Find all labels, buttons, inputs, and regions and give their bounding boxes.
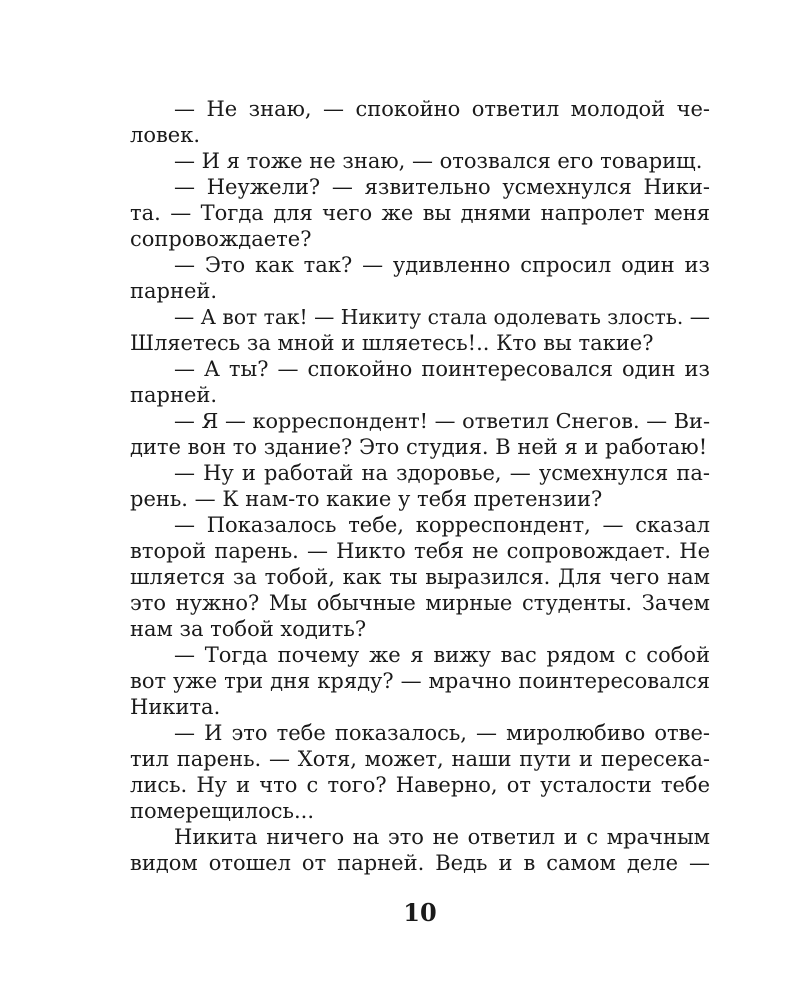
text-line: парней.: [130, 383, 218, 407]
text-line: померещилось...: [130, 799, 314, 823]
text-line: Никита.: [130, 695, 221, 719]
text-line: Никита ничего на это не ответил и с мрачным: [174, 825, 710, 849]
text-line: — Тогда почему же я вижу вас рядом с собой: [174, 643, 710, 667]
text-line: — Неужели? — язвительно усмехнулся Ники-: [174, 175, 710, 199]
page-number: 10: [403, 898, 437, 927]
text-line: тил парень. — Хотя, может, наши пути и пересека-: [130, 747, 710, 771]
text-line: шляется за тобой, как ты выразился. Для чего нам: [130, 565, 710, 589]
text-line: это нужно? Мы обычные мирные студенты. Зачем: [130, 591, 710, 615]
text-line: — Я — корреспондент! — ответил Снегов. — Ви-: [174, 409, 710, 433]
text-line: Шляетесь за мной и шляетесь!.. Кто вы такие?: [130, 331, 654, 355]
text-line: — Показалось тебе, корреспондент, — сказал: [174, 513, 710, 537]
text-line: дите вон то здание? Это студия. В ней я и работаю!: [130, 435, 708, 459]
text-line: — Ну и работай на здоровье, — усмехнулся па-: [174, 461, 710, 485]
text-line: сопровождаете?: [130, 227, 312, 251]
page-body-text: [130, 96, 710, 876]
text-line: рень. — К нам-то какие у тебя претензии?: [130, 487, 603, 511]
text-line: ловек.: [130, 123, 201, 147]
text-line: второй парень. — Никто тебя не сопровождает. Не: [130, 539, 710, 563]
text-line: — Не знаю, — спокойно ответил молодой че-: [174, 97, 710, 121]
text-line: лись. Ну и что с того? Наверно, от усталости тебе: [130, 773, 710, 797]
text-line: — И я тоже не знаю, — отозвался его товарищ.: [174, 149, 703, 173]
text-line: видом отошел от парней. Ведь и в самом деле —: [130, 851, 710, 875]
text-line: парней.: [130, 279, 218, 303]
text-line: — А ты? — спокойно поинтересовался один из: [174, 357, 710, 381]
text-line: — Это как так? — удивленно спросил один из: [174, 253, 710, 277]
text-line: нам за тобой ходить?: [130, 617, 367, 641]
text-line: вот уже три дня кряду? — мрачно поинтересовался: [130, 669, 710, 693]
text-line: та. — Тогда для чего же вы днями напролет меня: [130, 201, 710, 225]
text-line: — А вот так! — Никиту стала одолевать злость. —: [174, 305, 710, 329]
text-line: — И это тебе показалось, — миролюбиво отве-: [174, 721, 710, 745]
